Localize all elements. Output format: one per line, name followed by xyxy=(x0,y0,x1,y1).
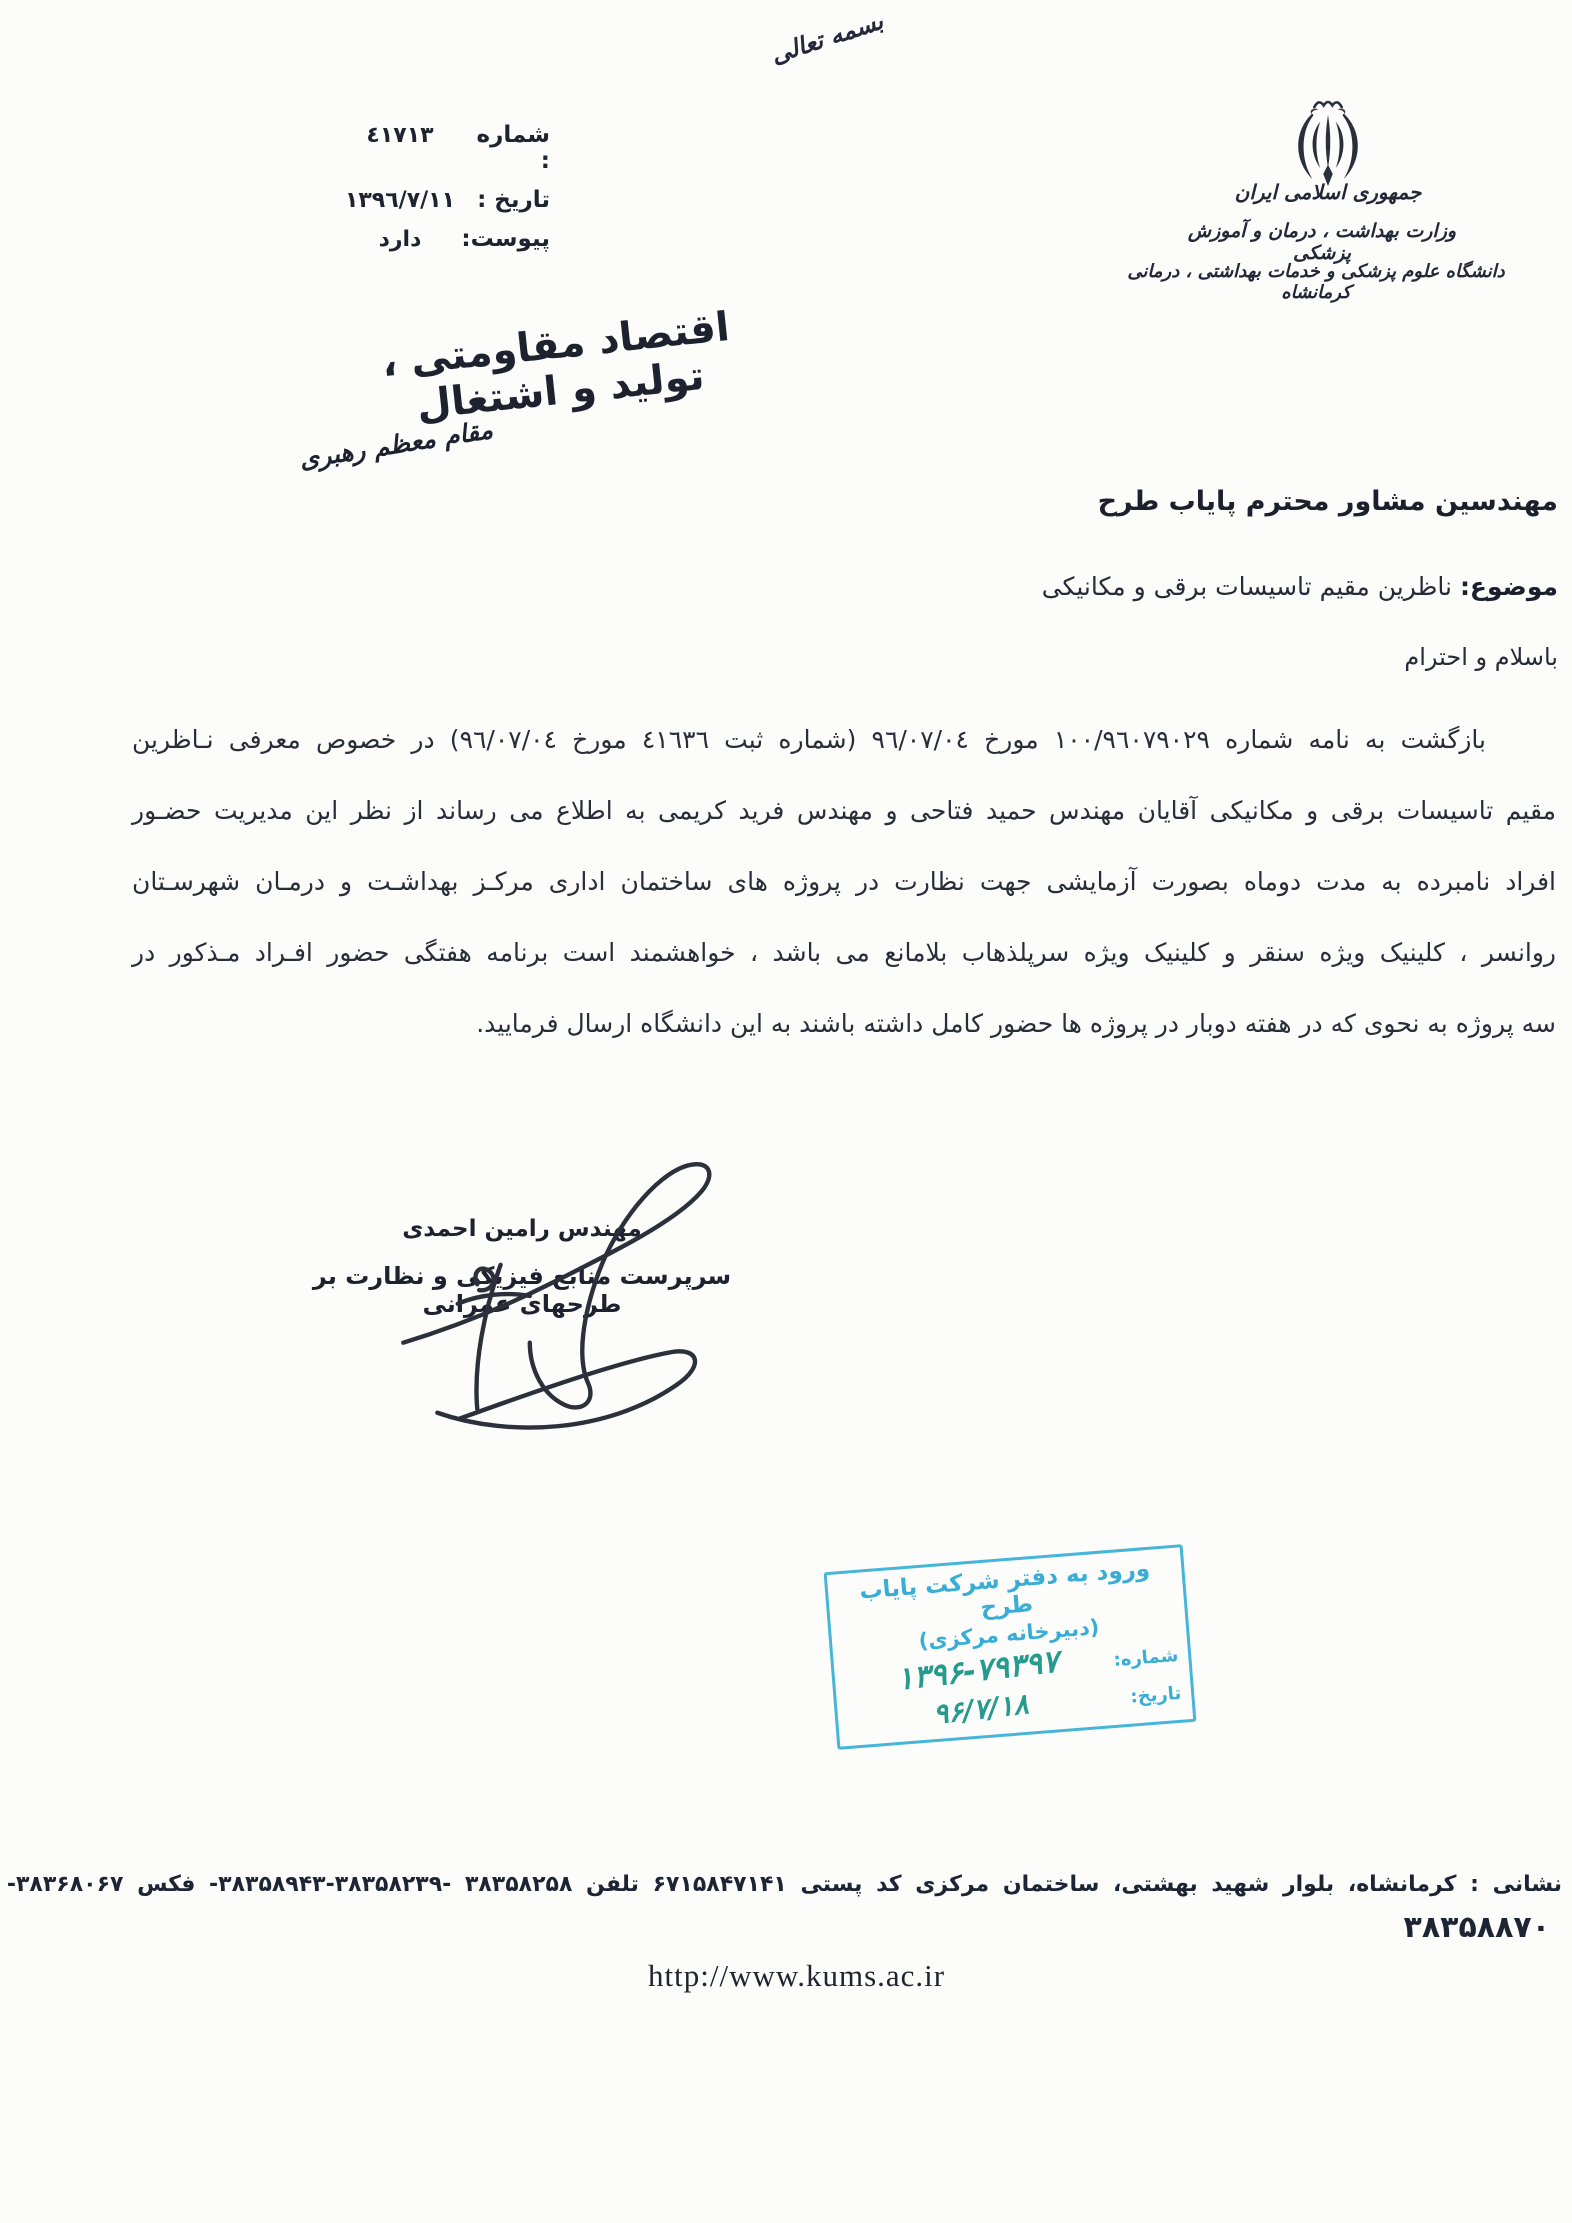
subject-label: موضوع: xyxy=(1459,572,1558,601)
subject-line xyxy=(1042,572,1558,601)
body-line: سه پروژه به نحوی که در هفته دوبار در پروژه ها حضور کامل داشته باشند به این دانشگاه ارسال فرمایید. xyxy=(476,1009,1556,1038)
bismillah-calligraphy: بسمه تعالی xyxy=(767,6,887,70)
date-value: ١٣٩٦/٧/١١ xyxy=(344,188,456,213)
salutation-line: باسلام و احترام xyxy=(1404,643,1558,671)
letter-body xyxy=(132,704,1556,1059)
republic-title: جمهوری اسلامی ایران xyxy=(1234,180,1422,204)
university-title: دانشگاه علوم پزشکی و خدمات بهداشتی ، درمانی کرمانشاه xyxy=(1127,261,1505,303)
body-line: افراد نامبرده به مدت دوماه بصورت آزمایشی جهت نظارت در پروژه های ساختمان اداری مرکـز بهداشـت و درمـان شهرسـتان xyxy=(132,867,1556,896)
number-label: شماره : xyxy=(476,122,550,174)
stamp-number-handwriting: ۱۳۹۶-۷۹۳۹۷ xyxy=(894,1643,1061,1698)
body-line: بازگشت به نامه شماره ١٠٠/٩٦٠٧٩٠٢٩ مورخ ٩٦/٠٧/٠٤ (شماره ثبت ٤١٦٣٦ مورخ ٩٦/٠٧/٠٤) در خصوص معرفی نـاظرین xyxy=(132,725,1486,754)
date-label: تاریخ : xyxy=(477,187,550,213)
field-number xyxy=(340,122,550,174)
slogan-calligraphy: اقتصاد مقاومتی ، تولید و اشتغال xyxy=(379,303,732,429)
number-value: ٤١٧١٣ xyxy=(366,123,434,148)
footer-address: نشانی : کرمانشاه، بلوار شهید بهشتی، ساختمان مرکزی کد پستی ۶۷۱۵۸۴۷۱۴۱ تلفن ۳۸۳۵۸۲۵۸ -۳۸۳۵۸۲۳۹-۳۸۳۵۸۹۴۳- فکس ۳۸۳۶۸۰۶۷- xyxy=(6,1872,1562,1897)
attachment-label: پیوست: xyxy=(461,226,550,252)
reference-fields xyxy=(340,122,550,265)
field-date xyxy=(340,187,550,213)
body-line: روانسر ، کلینیک ویژه سنقر و کلینیک ویژه سرپلذهاب بلامانع می باشد ، خواهشمند است برنامه هفتگی حضور افـراد مـذکور در xyxy=(132,938,1556,967)
subject-text: ناظرین مقیم تاسیسات برقی و مکانیکی xyxy=(1041,572,1460,601)
iran-emblem-icon xyxy=(1285,96,1371,192)
attachment-value: دارد xyxy=(378,227,422,252)
slogan-attribution: مقام معظم رهبری xyxy=(297,414,495,475)
signatory-name: مهندس رامین احمدی xyxy=(402,1216,642,1242)
company-receipt-stamp xyxy=(824,1544,1197,1750)
stamp-date-label: تاریخ: xyxy=(1129,1682,1182,1708)
body-line: مقیم تاسیسات برقی و مکانیکی آقایان مهندس حمید فتاحی و مهندس فرید کریمی به اطلاع می رساند از نظر این مدیریت حضـور xyxy=(132,796,1556,825)
field-attachment xyxy=(340,226,550,252)
stamp-title: ورود به دفتر شرکت پایاب طرح xyxy=(858,1555,1151,1622)
signatory-title: سرپرست منابع فیزیکی و نظارت بر طرحهای عمرانی xyxy=(312,1262,732,1318)
recipient-line: مهندسین مشاور محترم پایاب طرح xyxy=(1097,486,1558,517)
footer-phone-wrapped: ۳۸۳۵۸۸۷۰ xyxy=(1403,1910,1550,1945)
handwritten-signature-icon xyxy=(383,1148,735,1440)
stamp-date-handwriting: ۹۶/۷/۱۸ xyxy=(931,1687,1031,1731)
stamp-subtitle: (دبیرخانه مرکزی) xyxy=(917,1614,1101,1654)
website-url: http://www.kums.ac.ir xyxy=(648,1958,946,1993)
ministry-title: وزارت بهداشت ، درمان و آموزش پزشکی xyxy=(1187,220,1457,264)
stamp-number-label: شماره: xyxy=(1112,1644,1179,1671)
